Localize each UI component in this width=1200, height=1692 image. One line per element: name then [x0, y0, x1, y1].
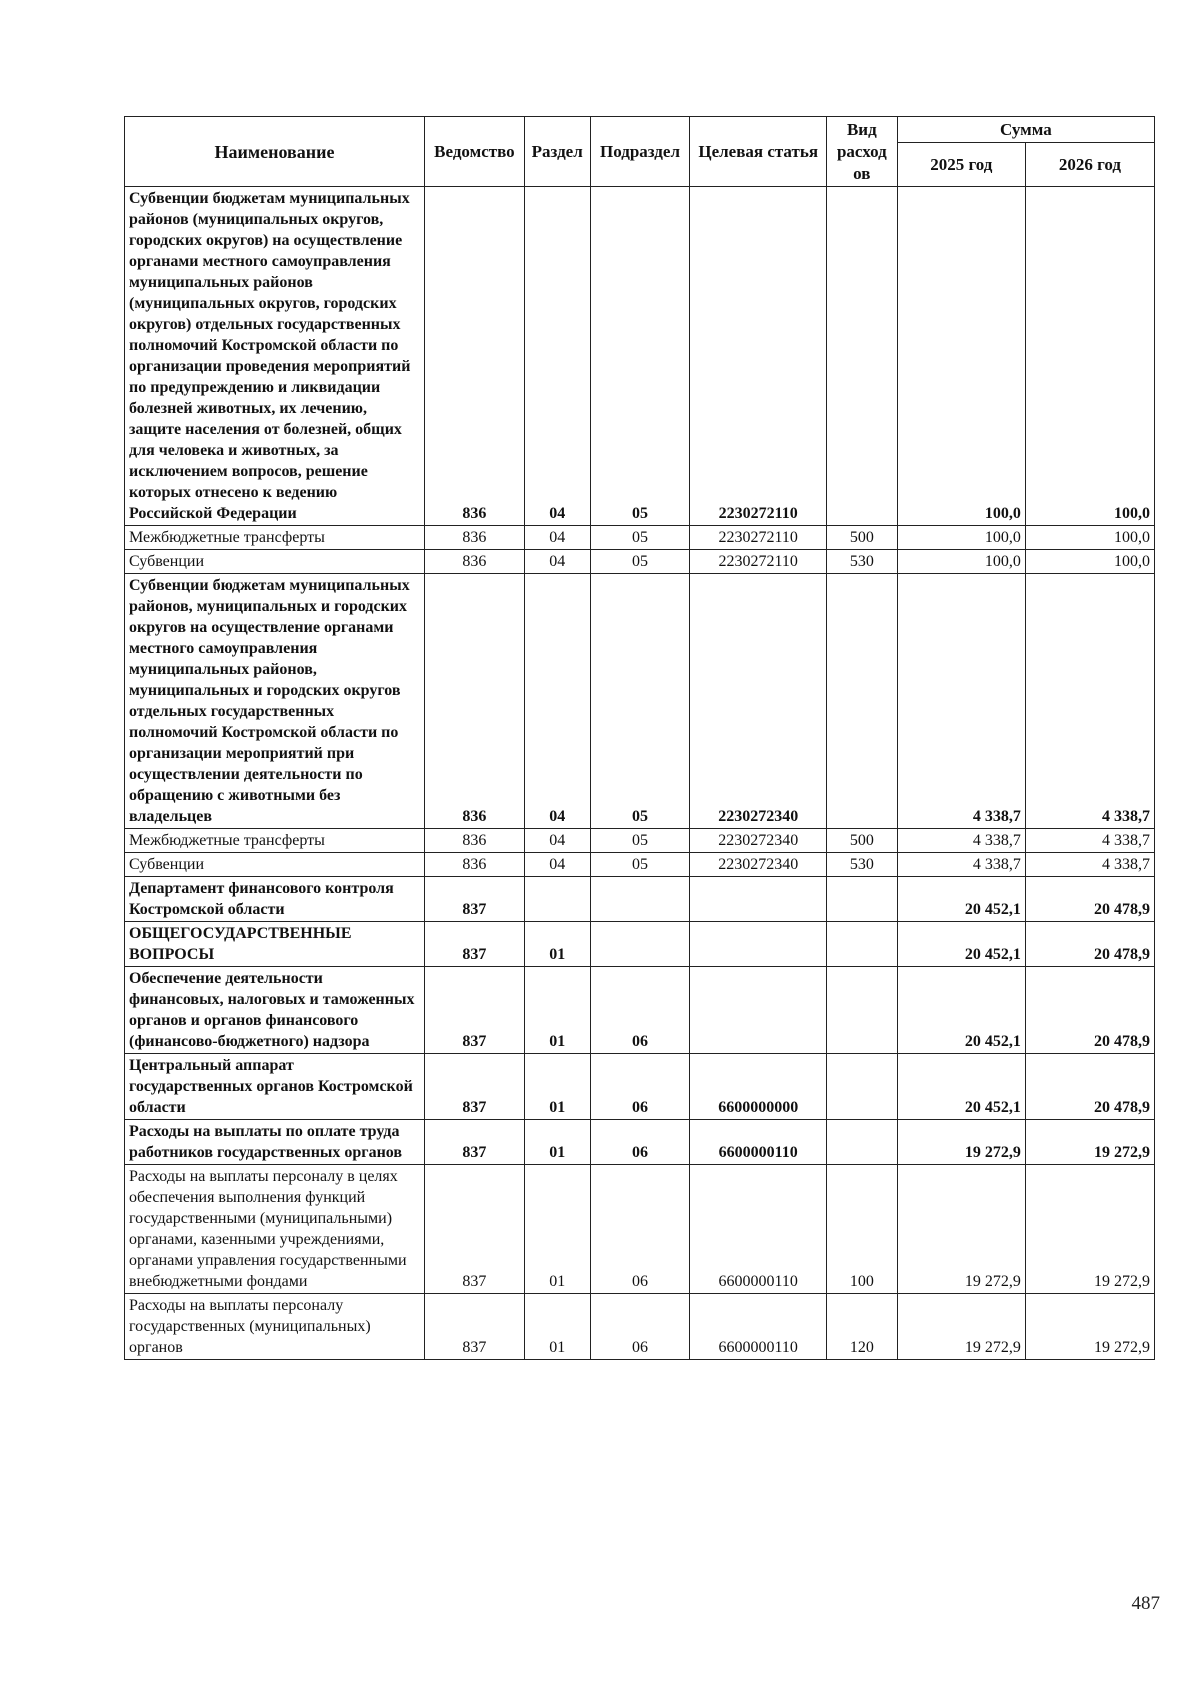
- cell-sum-2026: 19 272,9: [1025, 1165, 1154, 1294]
- cell-sum-2025: 100,0: [897, 550, 1025, 574]
- cell-name: Центральный аппарат государственных органов Костромской области: [125, 1054, 425, 1120]
- cell-section: 01: [524, 922, 590, 967]
- cell-subsection: [590, 877, 690, 922]
- cell-sum-2025: 4 338,7: [897, 853, 1025, 877]
- cell-target-article: 2230272340: [690, 829, 826, 853]
- cell-expense-type: 120: [826, 1294, 897, 1360]
- cell-name: Межбюджетные трансферты: [125, 829, 425, 853]
- cell-section: 04: [524, 574, 590, 829]
- cell-sum-2026: 4 338,7: [1025, 853, 1154, 877]
- cell-expense-type: [826, 187, 897, 526]
- cell-sum-2026: 20 478,9: [1025, 967, 1154, 1054]
- cell-name: Субвенции: [125, 853, 425, 877]
- cell-subsection: 05: [590, 853, 690, 877]
- cell-subsection: 05: [590, 574, 690, 829]
- cell-section: 04: [524, 853, 590, 877]
- cell-name: Субвенции бюджетам муниципальных районов, муниципальных и городских округов на осуществление органами местного самоуправления муниципальных районов, муниципальных и городских округов отдельных государственных полномочий Костромской области по организации мероприятий при осуществлении деятельности по обращению с животными без владельцев: [125, 574, 425, 829]
- header-expense-type: Вид расход ов: [826, 117, 897, 187]
- cell-sum-2025: 100,0: [897, 526, 1025, 550]
- cell-section: 04: [524, 550, 590, 574]
- cell-subsection: 06: [590, 1165, 690, 1294]
- cell-expense-type: 100: [826, 1165, 897, 1294]
- cell-subsection: 05: [590, 829, 690, 853]
- cell-sum-2025: 20 452,1: [897, 877, 1025, 922]
- cell-section: 01: [524, 1120, 590, 1165]
- table-row: [125, 922, 1155, 967]
- cell-sum-2025: 4 338,7: [897, 574, 1025, 829]
- cell-department: 837: [424, 967, 524, 1054]
- header-subsection: Подраздел: [590, 117, 690, 187]
- cell-department: 837: [424, 877, 524, 922]
- cell-expense-type: [826, 967, 897, 1054]
- cell-subsection: 06: [590, 1120, 690, 1165]
- cell-name: Межбюджетные трансферты: [125, 526, 425, 550]
- cell-subsection: 05: [590, 187, 690, 526]
- header-department: Ведомство: [424, 117, 524, 187]
- cell-section: [524, 877, 590, 922]
- cell-department: 836: [424, 550, 524, 574]
- table-row: [125, 829, 1155, 853]
- cell-target-article: [690, 922, 826, 967]
- cell-expense-type: 500: [826, 526, 897, 550]
- cell-sum-2025: 4 338,7: [897, 829, 1025, 853]
- cell-target-article: 2230272340: [690, 574, 826, 829]
- cell-target-article: 2230272340: [690, 853, 826, 877]
- cell-subsection: 06: [590, 967, 690, 1054]
- header-section: Раздел: [524, 117, 590, 187]
- cell-target-article: [690, 877, 826, 922]
- cell-department: 837: [424, 922, 524, 967]
- cell-target-article: 2230272110: [690, 550, 826, 574]
- cell-expense-type: [826, 1120, 897, 1165]
- cell-department: 837: [424, 1054, 524, 1120]
- cell-name: Субвенции бюджетам муниципальных районов (муниципальных округов, городских округов) на осуществление органами местного самоуправления муниципальных районов (муниципальных округов, городских округов) отдельных государственных полномочий Костромской области по организации проведения мероприятий по предупреждению и ликвидации болезней животных, их лечению, защите населения от болезней, общих для человека и животных, за исключением вопросов, решение которых отнесено к ведению Российской Федерации: [125, 187, 425, 526]
- cell-expense-type: [826, 922, 897, 967]
- cell-department: 836: [424, 574, 524, 829]
- cell-department: 836: [424, 853, 524, 877]
- cell-section: 04: [524, 829, 590, 853]
- cell-name: Расходы на выплаты персоналу государственных (муниципальных) органов: [125, 1294, 425, 1360]
- table-body: [125, 187, 1155, 1360]
- cell-target-article: 2230272110: [690, 526, 826, 550]
- cell-expense-type: [826, 877, 897, 922]
- cell-sum-2026: 4 338,7: [1025, 829, 1154, 853]
- cell-sum-2026: 19 272,9: [1025, 1120, 1154, 1165]
- cell-department: 837: [424, 1165, 524, 1294]
- cell-section: 01: [524, 1165, 590, 1294]
- cell-section: 01: [524, 1294, 590, 1360]
- cell-subsection: 06: [590, 1294, 690, 1360]
- cell-department: 836: [424, 829, 524, 853]
- cell-subsection: 05: [590, 526, 690, 550]
- cell-section: 04: [524, 526, 590, 550]
- cell-section: 01: [524, 967, 590, 1054]
- cell-name: Расходы на выплаты персоналу в целях обеспечения выполнения функций государственными (муниципальными) органами, казенными учреждениями, органами управления государственными внебюджетными фондами: [125, 1165, 425, 1294]
- cell-target-article: 6600000110: [690, 1294, 826, 1360]
- cell-target-article: 6600000000: [690, 1054, 826, 1120]
- cell-department: 836: [424, 526, 524, 550]
- table-row: [125, 877, 1155, 922]
- cell-sum-2025: 19 272,9: [897, 1294, 1025, 1360]
- header-year-2026: 2026 год: [1025, 143, 1154, 187]
- cell-sum-2026: 20 478,9: [1025, 877, 1154, 922]
- cell-department: 837: [424, 1120, 524, 1165]
- table-row: [125, 1054, 1155, 1120]
- table-row: [125, 853, 1155, 877]
- cell-expense-type: [826, 574, 897, 829]
- cell-target-article: [690, 967, 826, 1054]
- cell-expense-type: 530: [826, 550, 897, 574]
- cell-sum-2025: 100,0: [897, 187, 1025, 526]
- budget-table: [124, 116, 1155, 1360]
- cell-sum-2026: 100,0: [1025, 550, 1154, 574]
- cell-department: 837: [424, 1294, 524, 1360]
- cell-target-article: 6600000110: [690, 1165, 826, 1294]
- cell-department: 836: [424, 187, 524, 526]
- cell-name: Субвенции: [125, 550, 425, 574]
- table-row: [125, 1294, 1155, 1360]
- cell-sum-2025: 20 452,1: [897, 922, 1025, 967]
- cell-name: Расходы на выплаты по оплате труда работников государственных органов: [125, 1120, 425, 1165]
- cell-expense-type: [826, 1054, 897, 1120]
- cell-sum-2026: 4 338,7: [1025, 574, 1154, 829]
- table-row: [125, 574, 1155, 829]
- table-row: [125, 1165, 1155, 1294]
- cell-expense-type: 500: [826, 829, 897, 853]
- header-sum: Сумма: [897, 117, 1154, 143]
- cell-subsection: [590, 922, 690, 967]
- header-year-2025: 2025 год: [897, 143, 1025, 187]
- cell-section: 01: [524, 1054, 590, 1120]
- header-target-article: Целевая статья: [690, 117, 826, 187]
- cell-sum-2026: 20 478,9: [1025, 1054, 1154, 1120]
- cell-sum-2026: 100,0: [1025, 187, 1154, 526]
- cell-section: 04: [524, 187, 590, 526]
- header-name: Наименование: [125, 117, 425, 187]
- cell-expense-type: 530: [826, 853, 897, 877]
- table-row: [125, 967, 1155, 1054]
- cell-name: Департамент финансового контроля Костромской области: [125, 877, 425, 922]
- cell-subsection: 06: [590, 1054, 690, 1120]
- cell-name: Обеспечение деятельности финансовых, налоговых и таможенных органов и органов финансового (финансово-бюджетного) надзора: [125, 967, 425, 1054]
- cell-sum-2026: 100,0: [1025, 526, 1154, 550]
- table-row: [125, 187, 1155, 526]
- cell-sum-2025: 20 452,1: [897, 1054, 1025, 1120]
- table-row: [125, 1120, 1155, 1165]
- table-row: [125, 550, 1155, 574]
- cell-sum-2025: 20 452,1: [897, 967, 1025, 1054]
- cell-subsection: 05: [590, 550, 690, 574]
- cell-name: ОБЩЕГОСУДАРСТВЕННЫЕ ВОПРОСЫ: [125, 922, 425, 967]
- cell-sum-2026: 19 272,9: [1025, 1294, 1154, 1360]
- cell-sum-2025: 19 272,9: [897, 1165, 1025, 1294]
- cell-sum-2025: 19 272,9: [897, 1120, 1025, 1165]
- table-row: [125, 526, 1155, 550]
- page-number: 487: [1131, 1593, 1160, 1614]
- cell-target-article: 2230272110: [690, 187, 826, 526]
- cell-sum-2026: 20 478,9: [1025, 922, 1154, 967]
- cell-target-article: 6600000110: [690, 1120, 826, 1165]
